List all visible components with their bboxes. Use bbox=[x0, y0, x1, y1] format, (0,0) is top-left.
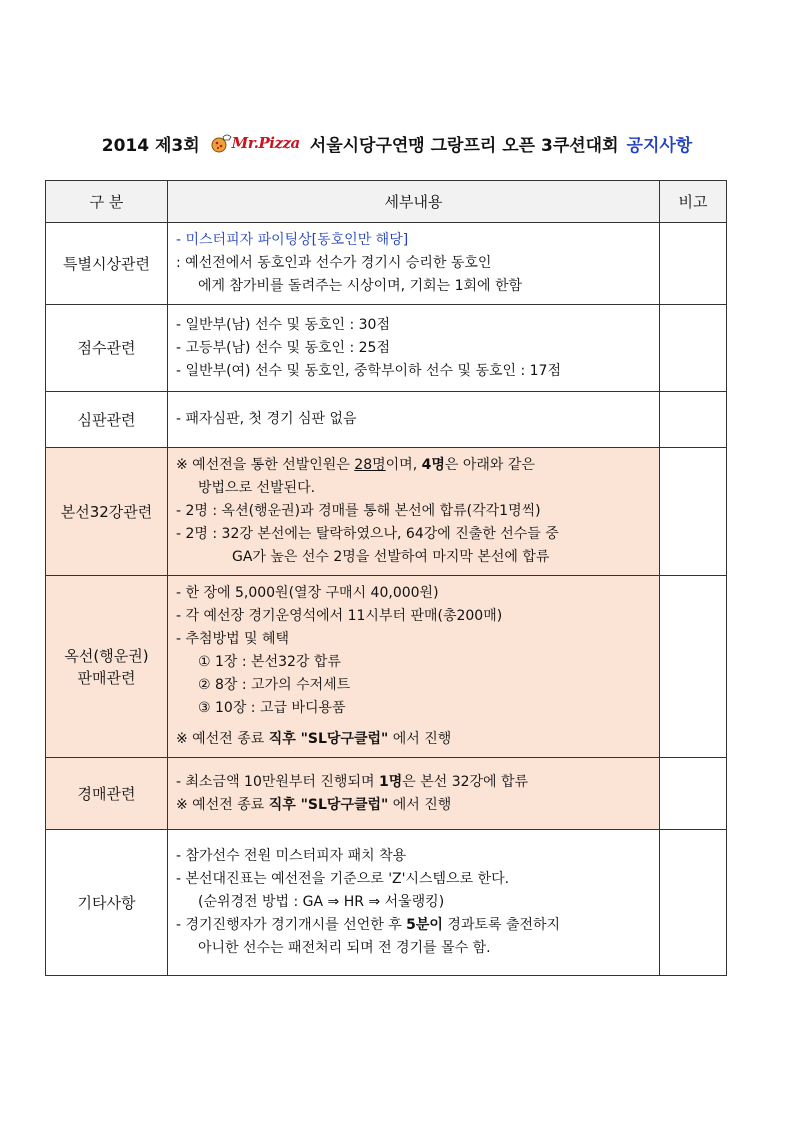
detail-line: - 경기진행자가 경기개시를 선언한 후 5분이 경과토록 출전하지 bbox=[176, 917, 561, 933]
detail-line: 아니한 선수는 패전처리 되며 전 경기를 몰수 함. bbox=[198, 940, 491, 956]
detail-line: - 한 장에 5,000원(열장 구매시 40,000원) bbox=[176, 585, 439, 601]
category-line: 판매관련 bbox=[77, 668, 136, 687]
row-note bbox=[660, 223, 727, 305]
mr-pizza-logo bbox=[210, 133, 300, 153]
detail-line: (순위경전 방법 : GA ⇒ HR ⇒ 서울랭킹) bbox=[198, 894, 445, 910]
notice-title bbox=[40, 126, 754, 160]
detail-line: ① 1장 : 본선32강 합류 bbox=[198, 654, 341, 670]
table-row bbox=[46, 830, 727, 976]
header-category: 구 분 bbox=[46, 181, 168, 223]
detail-line: - 본선대진표는 예선전을 기준으로 'Z'시스템으로 한다. bbox=[176, 871, 510, 887]
row-category: 경매관련 bbox=[46, 758, 168, 830]
detail-line: ※ 예선전 종료 직후 "SL당구클럽" 에서 진행 bbox=[176, 796, 452, 813]
row-note bbox=[660, 392, 727, 448]
detail-line: - 추첨방법 및 혜택 bbox=[176, 631, 290, 647]
detail-line: GA가 높은 선수 2명을 선발하여 마지막 본선에 합류 bbox=[232, 549, 550, 565]
notice-table bbox=[45, 180, 727, 976]
row-details bbox=[168, 758, 660, 830]
detail-line: 에게 참가비를 돌려주는 시상이며, 기회는 1회에 한함 bbox=[198, 278, 523, 294]
detail-line: ② 8장 : 고가의 수저세트 bbox=[198, 677, 351, 693]
table-row bbox=[46, 223, 727, 305]
row-category: 기타사항 bbox=[46, 830, 168, 976]
row-details bbox=[168, 576, 660, 758]
detail-line: - 일반부(여) 선수 및 동호인, 중학부이하 선수 및 동호인 : 17점 bbox=[176, 362, 561, 379]
row-category: 심판관련 bbox=[46, 392, 168, 448]
row-category bbox=[46, 576, 168, 758]
detail-line: - 고등부(남) 선수 및 동호인 : 25점 bbox=[176, 339, 390, 356]
row-category: 본선32강관련 bbox=[46, 448, 168, 576]
table-row bbox=[46, 758, 727, 830]
title-event: 서울시당구연맹 그랑프리 오픈 3쿠션대회 bbox=[309, 135, 619, 156]
detail-line: - 참가선수 전원 미스터피자 패치 착용 bbox=[176, 848, 407, 864]
row-details bbox=[168, 392, 660, 448]
detail-line: - 패자심판, 첫 경기 심판 없음 bbox=[176, 411, 357, 427]
detail-line: - 각 예선장 경기운영석에서 11시부터 판매(총200매) bbox=[176, 608, 503, 624]
table-row bbox=[46, 576, 727, 758]
header-details: 세부내용 bbox=[168, 181, 660, 223]
detail-line: - 최소금액 10만원부터 진행되며 1명은 본선 32강에 합류 bbox=[176, 773, 529, 790]
category-line: 옥선(행운권) bbox=[64, 646, 149, 665]
table-header-row bbox=[46, 181, 727, 223]
row-details bbox=[168, 305, 660, 392]
table-row bbox=[46, 448, 727, 576]
detail-line: 방법으로 선발된다. bbox=[198, 480, 316, 496]
title-suffix: 공지사항 bbox=[626, 135, 693, 156]
detail-line: ※ 예선전을 통한 선발인원은 28명이며, 4명은 아래와 같은 bbox=[176, 457, 535, 473]
pizza-chef-icon bbox=[210, 133, 232, 153]
table-row bbox=[46, 392, 727, 448]
detail-line: - 2명 : 32강 본선에는 탈락하였으나, 64강에 진출한 선수들 중 bbox=[176, 526, 559, 542]
row-note bbox=[660, 830, 727, 976]
detail-line: : 예선전에서 동호인과 선수가 경기시 승리한 동호인 bbox=[176, 255, 492, 271]
title-year: 2014 제3회 bbox=[101, 135, 200, 156]
logo-text: Mr.Pizza bbox=[231, 134, 300, 152]
detail-line: - 일반부(남) 선수 및 동호인 : 30점 bbox=[176, 316, 390, 333]
header-note: 비고 bbox=[660, 181, 727, 223]
row-note bbox=[660, 758, 727, 830]
row-details bbox=[168, 830, 660, 976]
row-note bbox=[660, 305, 727, 392]
row-category: 점수관련 bbox=[46, 305, 168, 392]
row-details bbox=[168, 448, 660, 576]
row-category: 특별시상관련 bbox=[46, 223, 168, 305]
detail-line: - 미스터피자 파이팅상[동호인만 해당] bbox=[176, 232, 409, 248]
row-note bbox=[660, 576, 727, 758]
row-note bbox=[660, 448, 727, 576]
detail-line: ※ 예선전 종료 직후 "SL당구클럽" 에서 진행 bbox=[176, 731, 452, 747]
detail-line: ③ 10장 : 고급 바디용품 bbox=[198, 700, 346, 716]
detail-line: - 2명 : 옥션(행운권)과 경매를 통해 본선에 합류(각각1명씩) bbox=[176, 503, 541, 519]
table-row bbox=[46, 305, 727, 392]
row-details bbox=[168, 223, 660, 305]
